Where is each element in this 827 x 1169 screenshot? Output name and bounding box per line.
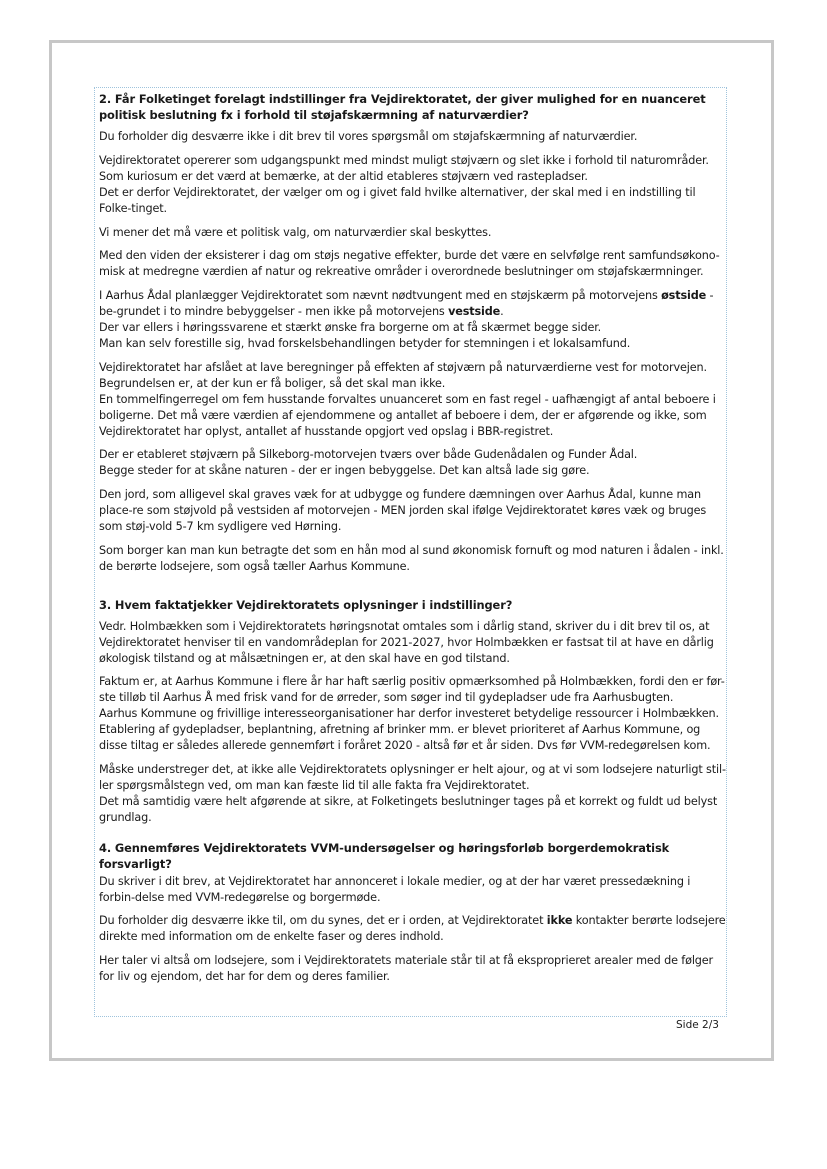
paragraph: Vejdirektoratet har afslået at lave beregninger på effekten af støjværn på naturværdierne vest for motorvejen. Begrundelsen er, at der kun er få boliger, så det skal man ikke. En tommelfingerregel om fem husstande forvaltes unuanceret som en fast regel - uafhængigt af antal beboere i boligerne. Det må være værdien af ejendommene og antallet af beboere i dem, der er afgørende og ikke, som Vejdirektoratet har oplyst, antallet af husstande opgjort ved opslag i BBR-registret.	[99, 360, 716, 438]
paragraph: Den jord, som alligevel skal graves væk for at udbygge og fundere dæmningen over Aarhus Ådal, kunne man place-re som støjvold på vestsiden af motorvejen - MEN jorden skal ifølge Vejdirektoratet køres væk og bruges som støj-vold 5-7 km sydligere ved Hørning.	[99, 488, 707, 534]
paragraph: Som borger kan man kun betragte det som en hån mod al sund økonomisk fornuft og mod naturen i ådalen - inkl. de berørte lodsejere, som også tæller Aarhus Kommune.	[99, 543, 724, 573]
section-spacer	[99, 583, 726, 597]
paragraph: Du forholder dig desværre ikke i dit brev til vores spørgsmål om støjafskærmning af naturværdier.	[99, 130, 638, 143]
paragraph: Med den viden der eksisterer i dag om støjs negative effekter, burde det være en selvfølge rent samfundsøkono-misk at medregne værdien af natur og rekreative områder i overordnede beslutninger om støjafskærmninger.	[99, 249, 720, 279]
section-heading: 4. Gennemføres Vejdirektoratets VVM-undersøgelser og høringsforløb borgerdemokratisk forsvarligt?	[99, 840, 670, 871]
paragraph: Vi mener det må være et politisk valg, om naturværdier skal beskyttes.	[99, 225, 492, 239]
paragraph: Der er etableret støjværn på Silkeborg-motorvejen tværs over både Gudenådalen og Funder Ådal. Begge steder for at skåne naturen - der er ingen bebyggelse. Det kan altså lade sig gøre.	[99, 448, 638, 478]
text-run: . Der var ellers i høringssvarene et stærkt ønske fra borgerne om at få skærmet begge sider. Man kan selv forestille sig, hvad forskelsbehandlingen betyder for stemningen i et lokalsamfund.	[99, 305, 631, 350]
bold-text: vestside	[448, 305, 501, 319]
section-heading: 3. Hvem faktatjekker Vejdirektoratets oplysninger i indstillinger?	[99, 597, 513, 612]
bold-text: østside	[661, 289, 707, 303]
text-run: - be-grundet i to mindre bebyggelser - men ikke på motorvejens	[99, 289, 714, 319]
paragraph: Vedr. Holmbækken som i Vejdirektoratets høringsnotat omtales som i dårlig stand, skriver du i dit brev til os, at Vejdirektoratet henviser til en vandområdeplan for 2021-2027, hvor Holmbækken er fastsat til at have en dårlig økologisk tilstand og at målsætningen er, at den skal have en god tilstand.	[99, 619, 714, 665]
section-heading: 2. Får Folketinget forelagt indstillinger fra Vejdirektoratet, der giver mulighed for en nuanceret politisk beslutning fx i forhold til støjafskærmning af naturværdier?	[99, 92, 706, 122]
paragraph	[99, 913, 726, 945]
page-number: Side 2/3	[676, 1019, 719, 1031]
paragraph: Du skriver i dit brev, at Vejdirektoratet har annonceret i lokale medier, og at der har været pressedækning i forbin-delse med VVM-redegørelse og borgermøde.	[99, 874, 691, 904]
paragraph: Vejdirektoratet opererer som udgangspunkt med mindst muligt støjværn og slet ikke i forhold til naturområder. Som kuriosum er det værd at bemærke, at der altid etableres støjværn ved rastepladser. Det er derfor Vejdirektoratet, der vælger om og i givet fald hvilke alternativer, der skal med i en indstilling til Folke-tinget.	[99, 153, 709, 215]
paragraph: Måske understreger det, at ikke alle Vejdirektoratets oplysninger er helt ajour, og at vi som lodsejere naturligt stil-ler spørgsmålstegn ved, om man kan fæste lid til alle fakta fra Vejdirektoratet. Det må samtidig være helt afgørende at sikre, at Folketingets beslutninger tages på et korrekt og fuldt ud belyst grundlag.	[99, 763, 726, 824]
text-run: Du forholder dig desværre ikke til, om du synes, det er i orden, at Vejdirektoratet	[99, 914, 547, 928]
text-run: kontakter berørte lodsejere direkte med information om de enkelte faser og deres indhold.	[99, 914, 726, 944]
text-run: I Aarhus Ådal planlægger Vejdirektoratet som nævnt nødtvungent med en støjskærm på motorvejens	[99, 289, 662, 303]
paragraph: Her taler vi altså om lodsejere, som i Vejdirektoratets materiale står til at få eksproprieret arealer med de følger for liv og ejendom, det har for dem og deres familier.	[99, 954, 714, 984]
bold-text: ikke	[546, 914, 573, 928]
paragraph: Faktum er, at Aarhus Kommune i flere år har haft særlig positiv opmærksomhed på Holmbækken, fordi den er før-ste tilløb til Aarhus Å med frisk vand for de ørreder, som søger ind til gydepladser ude fra Aarhusbugten. Aarhus Kommune og frivillige interesseorganisationer har derfor investeret betydelige ressourcer i Holmbækken. Etablering af gydepladser, beplantning, afretning af brinker mm. er blevet prioriteret af Aarhus Kommune, og disse tiltag er således allerede gennemført i foråret 2020 - altså før et år siden. Dvs før VVM-redegørelsen kom.	[99, 675, 725, 753]
paragraph	[99, 288, 726, 352]
document-body	[99, 91, 726, 993]
